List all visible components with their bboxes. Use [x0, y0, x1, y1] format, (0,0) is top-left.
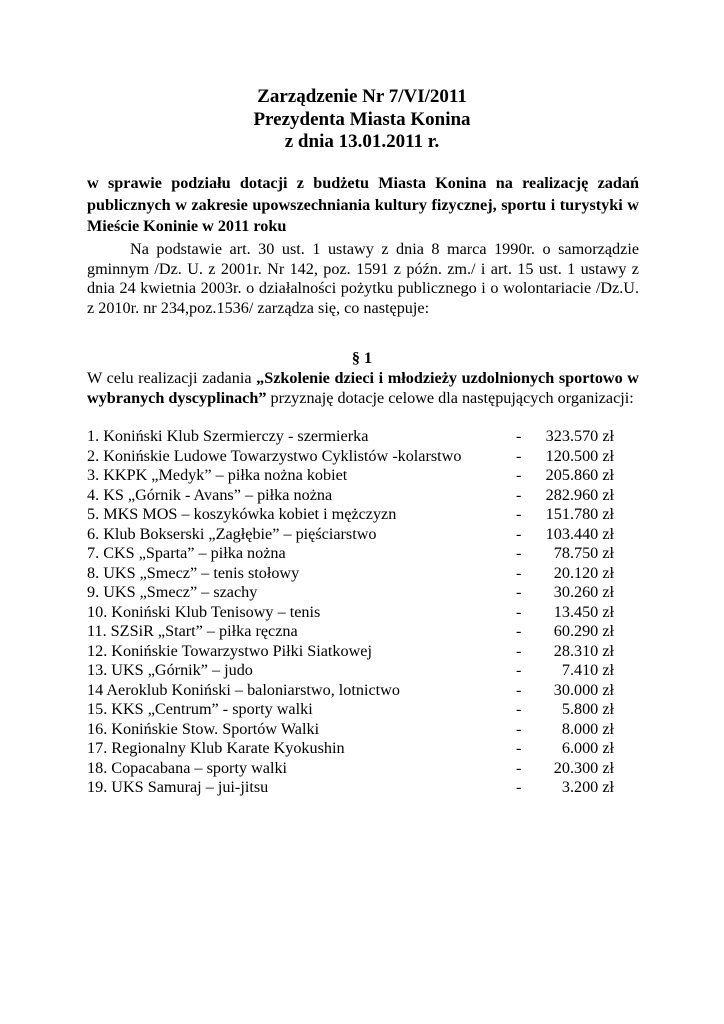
- grant-dash: -: [516, 680, 522, 699]
- grant-dash: -: [516, 602, 522, 621]
- grant-amount: 282.960 zł: [545, 485, 614, 504]
- grant-amount: 60.290 zł: [553, 622, 614, 640]
- grant-name: 11. SZSiR „Start” – piłka ręczna: [87, 622, 298, 640]
- grant-name: 15. KKS „Centrum” - sporty walki: [87, 700, 313, 718]
- grant-dash: -: [516, 466, 522, 484]
- grant-row: [87, 759, 627, 779]
- grant-dash: -: [516, 563, 522, 582]
- section-text-after: przyznaję dotacje celowe dla następujących organizacji:: [266, 388, 634, 407]
- grant-row: [87, 466, 627, 486]
- grant-amount: 3.200 zł: [561, 778, 614, 796]
- grant-row: [87, 622, 627, 642]
- section-title: § 1: [351, 349, 373, 367]
- grant-name: 5. MKS MOS – koszykówka kobiet i mężczyzn: [87, 505, 397, 523]
- grant-name: 19. UKS Samuraj – jui-jitsu: [87, 778, 269, 796]
- grant-amount: 5.800 zł: [561, 700, 614, 718]
- order-date: z dnia 13.01.2011 r.: [284, 131, 440, 152]
- grant-row: [87, 661, 627, 681]
- grant-name: 3. KKPK „Medyk” – piłka nożna kobiet: [87, 466, 348, 484]
- grant-row: [87, 583, 627, 603]
- grant-dash: -: [516, 505, 522, 523]
- grant-row: [87, 681, 627, 701]
- grant-amount: 7.410 zł: [561, 661, 614, 679]
- grant-dash: -: [516, 700, 522, 718]
- issuer: Prezydenta Miasta Konina: [253, 108, 471, 130]
- grant-dash: -: [516, 583, 522, 601]
- document-subject: w sprawie podziału dotacji z budżetu Miasta Konina na realizację zadań publicznych w zakresie upowszechniania kultury fizycznej, sportu i turystyki w Mieście Koninie w 2011 roku: [87, 174, 639, 235]
- grant-dash: -: [516, 544, 522, 562]
- grant-amount: 20.300 zł: [553, 758, 614, 777]
- grant-dash: -: [516, 485, 522, 504]
- grant-amount: 30.260 zł: [553, 583, 614, 601]
- grant-amount: 103.440 zł: [545, 524, 614, 543]
- grant-dash: -: [516, 427, 522, 445]
- grant-name: 10. Koniński Klub Tenisowy – tenis: [87, 602, 321, 621]
- grant-name: 6. Klub Bokserski „Zagłębie” – pięściarstwo: [87, 524, 377, 543]
- grant-name: 14 Aeroklub Koniński – baloniarstwo, lotnictwo: [87, 680, 400, 699]
- grant-name: 16. Konińskie Stow. Sportów Walki: [87, 719, 320, 738]
- grant-row: [87, 427, 627, 447]
- grant-dash: -: [516, 524, 522, 543]
- grant-dash: -: [516, 446, 522, 465]
- grant-dash: -: [516, 758, 522, 777]
- grant-row: [87, 642, 627, 662]
- grant-row: [87, 525, 627, 545]
- grant-dash: -: [516, 641, 522, 660]
- grant-amount: 78.750 zł: [553, 544, 614, 562]
- grant-amount: 120.500 zł: [545, 446, 614, 465]
- grant-name: 7. CKS „Sparta” – piłka nożna: [87, 544, 286, 562]
- grant-row: [87, 720, 627, 740]
- grant-row: [87, 739, 627, 759]
- grant-name: 18. Copacabana – sporty walki: [87, 758, 288, 777]
- grant-amount: 6.000 zł: [561, 739, 614, 757]
- grant-name: 2. Konińskie Ludowe Towarzystwo Cyklistów -kolarstwo: [87, 446, 462, 465]
- grant-amount: 205.860 zł: [545, 466, 614, 484]
- grant-row: [87, 505, 627, 525]
- grant-amount: 30.000 zł: [553, 680, 614, 699]
- grant-name: 13. UKS „Górnik” – judo: [87, 661, 253, 679]
- grant-row: [87, 447, 627, 467]
- section-paragraph: [87, 369, 639, 408]
- grant-row: [87, 544, 627, 564]
- grant-dash: -: [516, 778, 522, 796]
- grant-amount: 13.450 zł: [553, 602, 614, 621]
- grant-name: 12. Konińskie Towarzystwo Piłki Siatkowej: [87, 641, 372, 660]
- grant-name: 4. KS „Górnik - Avans” – piłka nożna: [87, 485, 333, 504]
- section-text-before: W celu realizacji zadania: [87, 369, 257, 387]
- grant-amount: 8.000 zł: [561, 719, 614, 738]
- legal-basis-paragraph: Na podstawie art. 30 ust. 1 ustawy z dnia 8 marca 1990r. o samorządzie gminnym /Dz. U. z 2001r. Nr 142, poz. 1591 z późn. zm./ i art. 15 ust. 1 ustawy z dnia 24 kwietnia 2003r. o działalności pożytku publicznego i o wolontariacie /Dz.U. z 2010r. nr 234,poz.1536/ zarządza się, co następuje:: [87, 240, 639, 317]
- grant-amount: 20.120 zł: [553, 563, 614, 582]
- grant-name: 9. UKS „Smecz” – szachy: [87, 583, 258, 601]
- grant-row: [87, 603, 627, 623]
- grant-name: 1. Koniński Klub Szermierczy - szermierka: [87, 427, 369, 445]
- grant-row: [87, 778, 627, 798]
- grant-dash: -: [516, 661, 522, 679]
- grant-row: [87, 564, 627, 584]
- grant-name: 8. UKS „Smecz” – tenis stołowy: [87, 563, 300, 582]
- grant-dash: -: [516, 739, 522, 757]
- grant-dash: -: [516, 719, 522, 738]
- grant-list: [87, 427, 627, 798]
- grant-amount: 323.570 zł: [545, 427, 614, 445]
- grant-dash: -: [516, 622, 522, 640]
- grant-row: [87, 486, 627, 506]
- grant-amount: 151.780 zł: [545, 505, 614, 523]
- task-name: „Szkolenie dzieci i młodzieży uzdolnionych sportowo w wybranych dyscyplinach”: [87, 369, 639, 407]
- grant-row: [87, 700, 627, 720]
- document-header: [0, 86, 724, 154]
- grant-name: 17. Regionalny Klub Karate Kyokushin: [87, 739, 345, 757]
- grant-amount: 28.310 zł: [553, 641, 614, 660]
- order-number: Zarządzenie Nr 7/VI/2011: [257, 86, 467, 107]
